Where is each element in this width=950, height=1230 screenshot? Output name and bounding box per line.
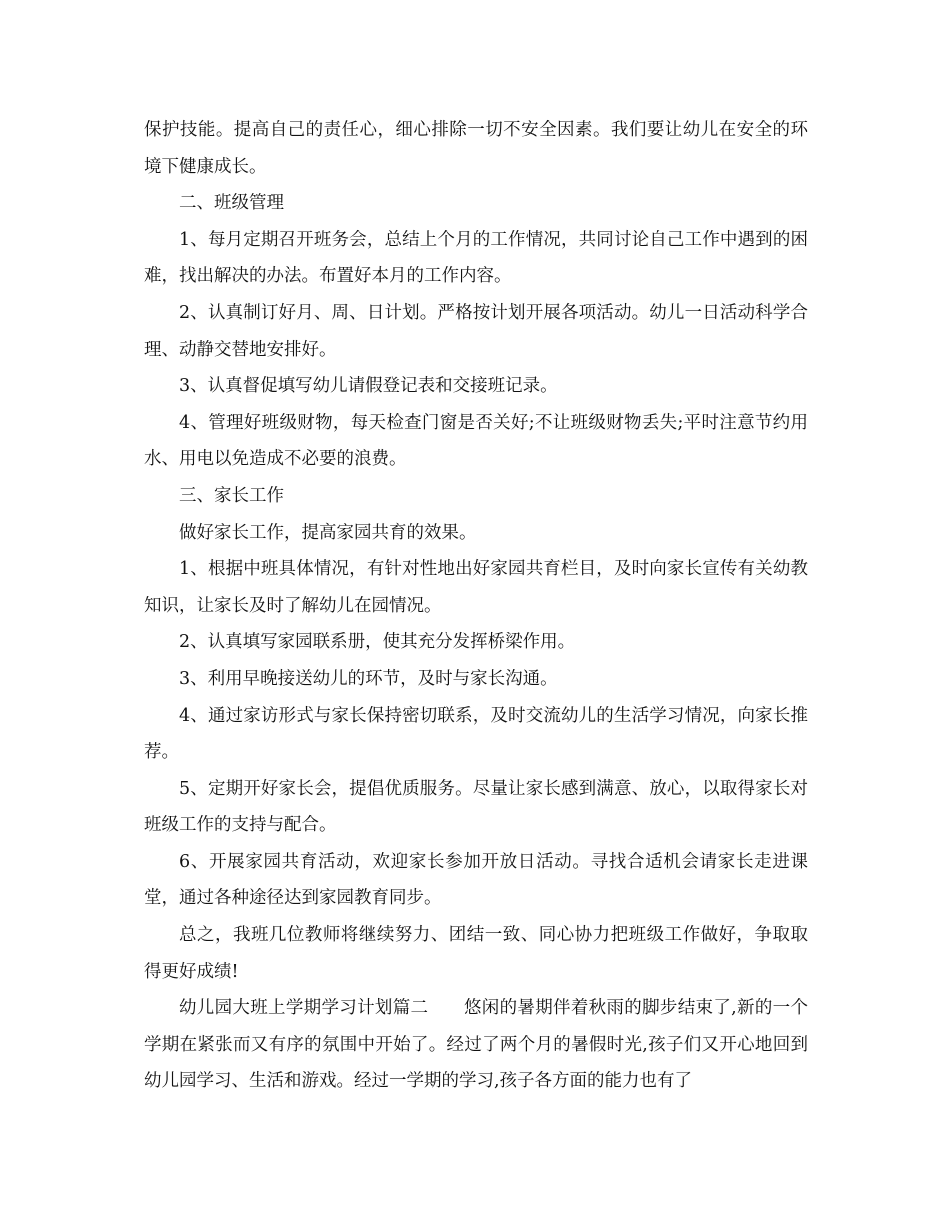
paragraph-item: 3、利用早晚接送幼儿的环节，及时与家长沟通。	[179, 668, 558, 689]
paragraph-next-article: 幼儿园大班上学期学习计划篇二 悠闲的暑期伴着秋雨的脚步结束了,新的一个学期在紧张而又有序的氛围中开始了。经过了两个月的暑假时光,孩子们又开心地回到幼儿园学习、生活和游戏。经过一学期的学习,孩子各方面的能力也有了	[144, 998, 808, 1092]
paragraph-item: 4、管理好班级财物，每天检查门窗是否关好;不让班级财物丢失;平时注意节约用水、用电以免造成不必要的浪费。	[144, 412, 808, 470]
paragraph-item: 3、认真督促填写幼儿请假登记表和交接班记录。	[179, 376, 558, 397]
paragraph-item: 4、通过家访形式与家长保持密切联系，及时交流幼儿的生活学习情况，向家长推荐。	[144, 705, 808, 763]
paragraph-continuation: 保护技能。提高自己的责任心，细心排除一切不安全因素。我们要让幼儿在安全的环境下健康成长。	[144, 120, 808, 177]
paragraph-item: 1、根据中班具体情况，有针对性地出好家园共育栏目，及时向家长宣传有关幼教知识，让家长及时了解幼儿在园情况。	[144, 559, 808, 616]
paragraph-intro: 做好家长工作，提高家园共育的效果。	[179, 522, 477, 543]
section-heading-class-management: 二、班级管理	[179, 193, 284, 214]
paragraph-item: 1、每月定期召开班务会，总结上个月的工作情况，共同讨论自己工作中遇到的困难，找出解决的办法。布置好本月的工作内容。	[144, 229, 808, 287]
paragraph-item: 5、定期开好家长会，提倡优质服务。尽量让家长感到满意、放心，以取得家长对班级工作的支持与配合。	[144, 778, 808, 836]
paragraph-item: 6、开展家园共育活动，欢迎家长参加开放日活动。寻找合适机会请家长走进课堂，通过各种途径达到家园教育同步。	[144, 851, 808, 909]
paragraph-item: 2、认真填写家园联系册，使其充分发挥桥梁作用。	[179, 632, 576, 653]
paragraph-item: 2、认真制订好月、周、日计划。严格按计划开展各项活动。幼儿一日活动科学合理、动静交替地安排好。	[144, 302, 808, 360]
section-heading-parent-work: 三、家长工作	[179, 485, 284, 506]
paragraph-conclusion: 总之，我班几位教师将继续努力、团结一致、同心协力把班级工作做好，争取取得更好成绩!	[144, 925, 808, 982]
